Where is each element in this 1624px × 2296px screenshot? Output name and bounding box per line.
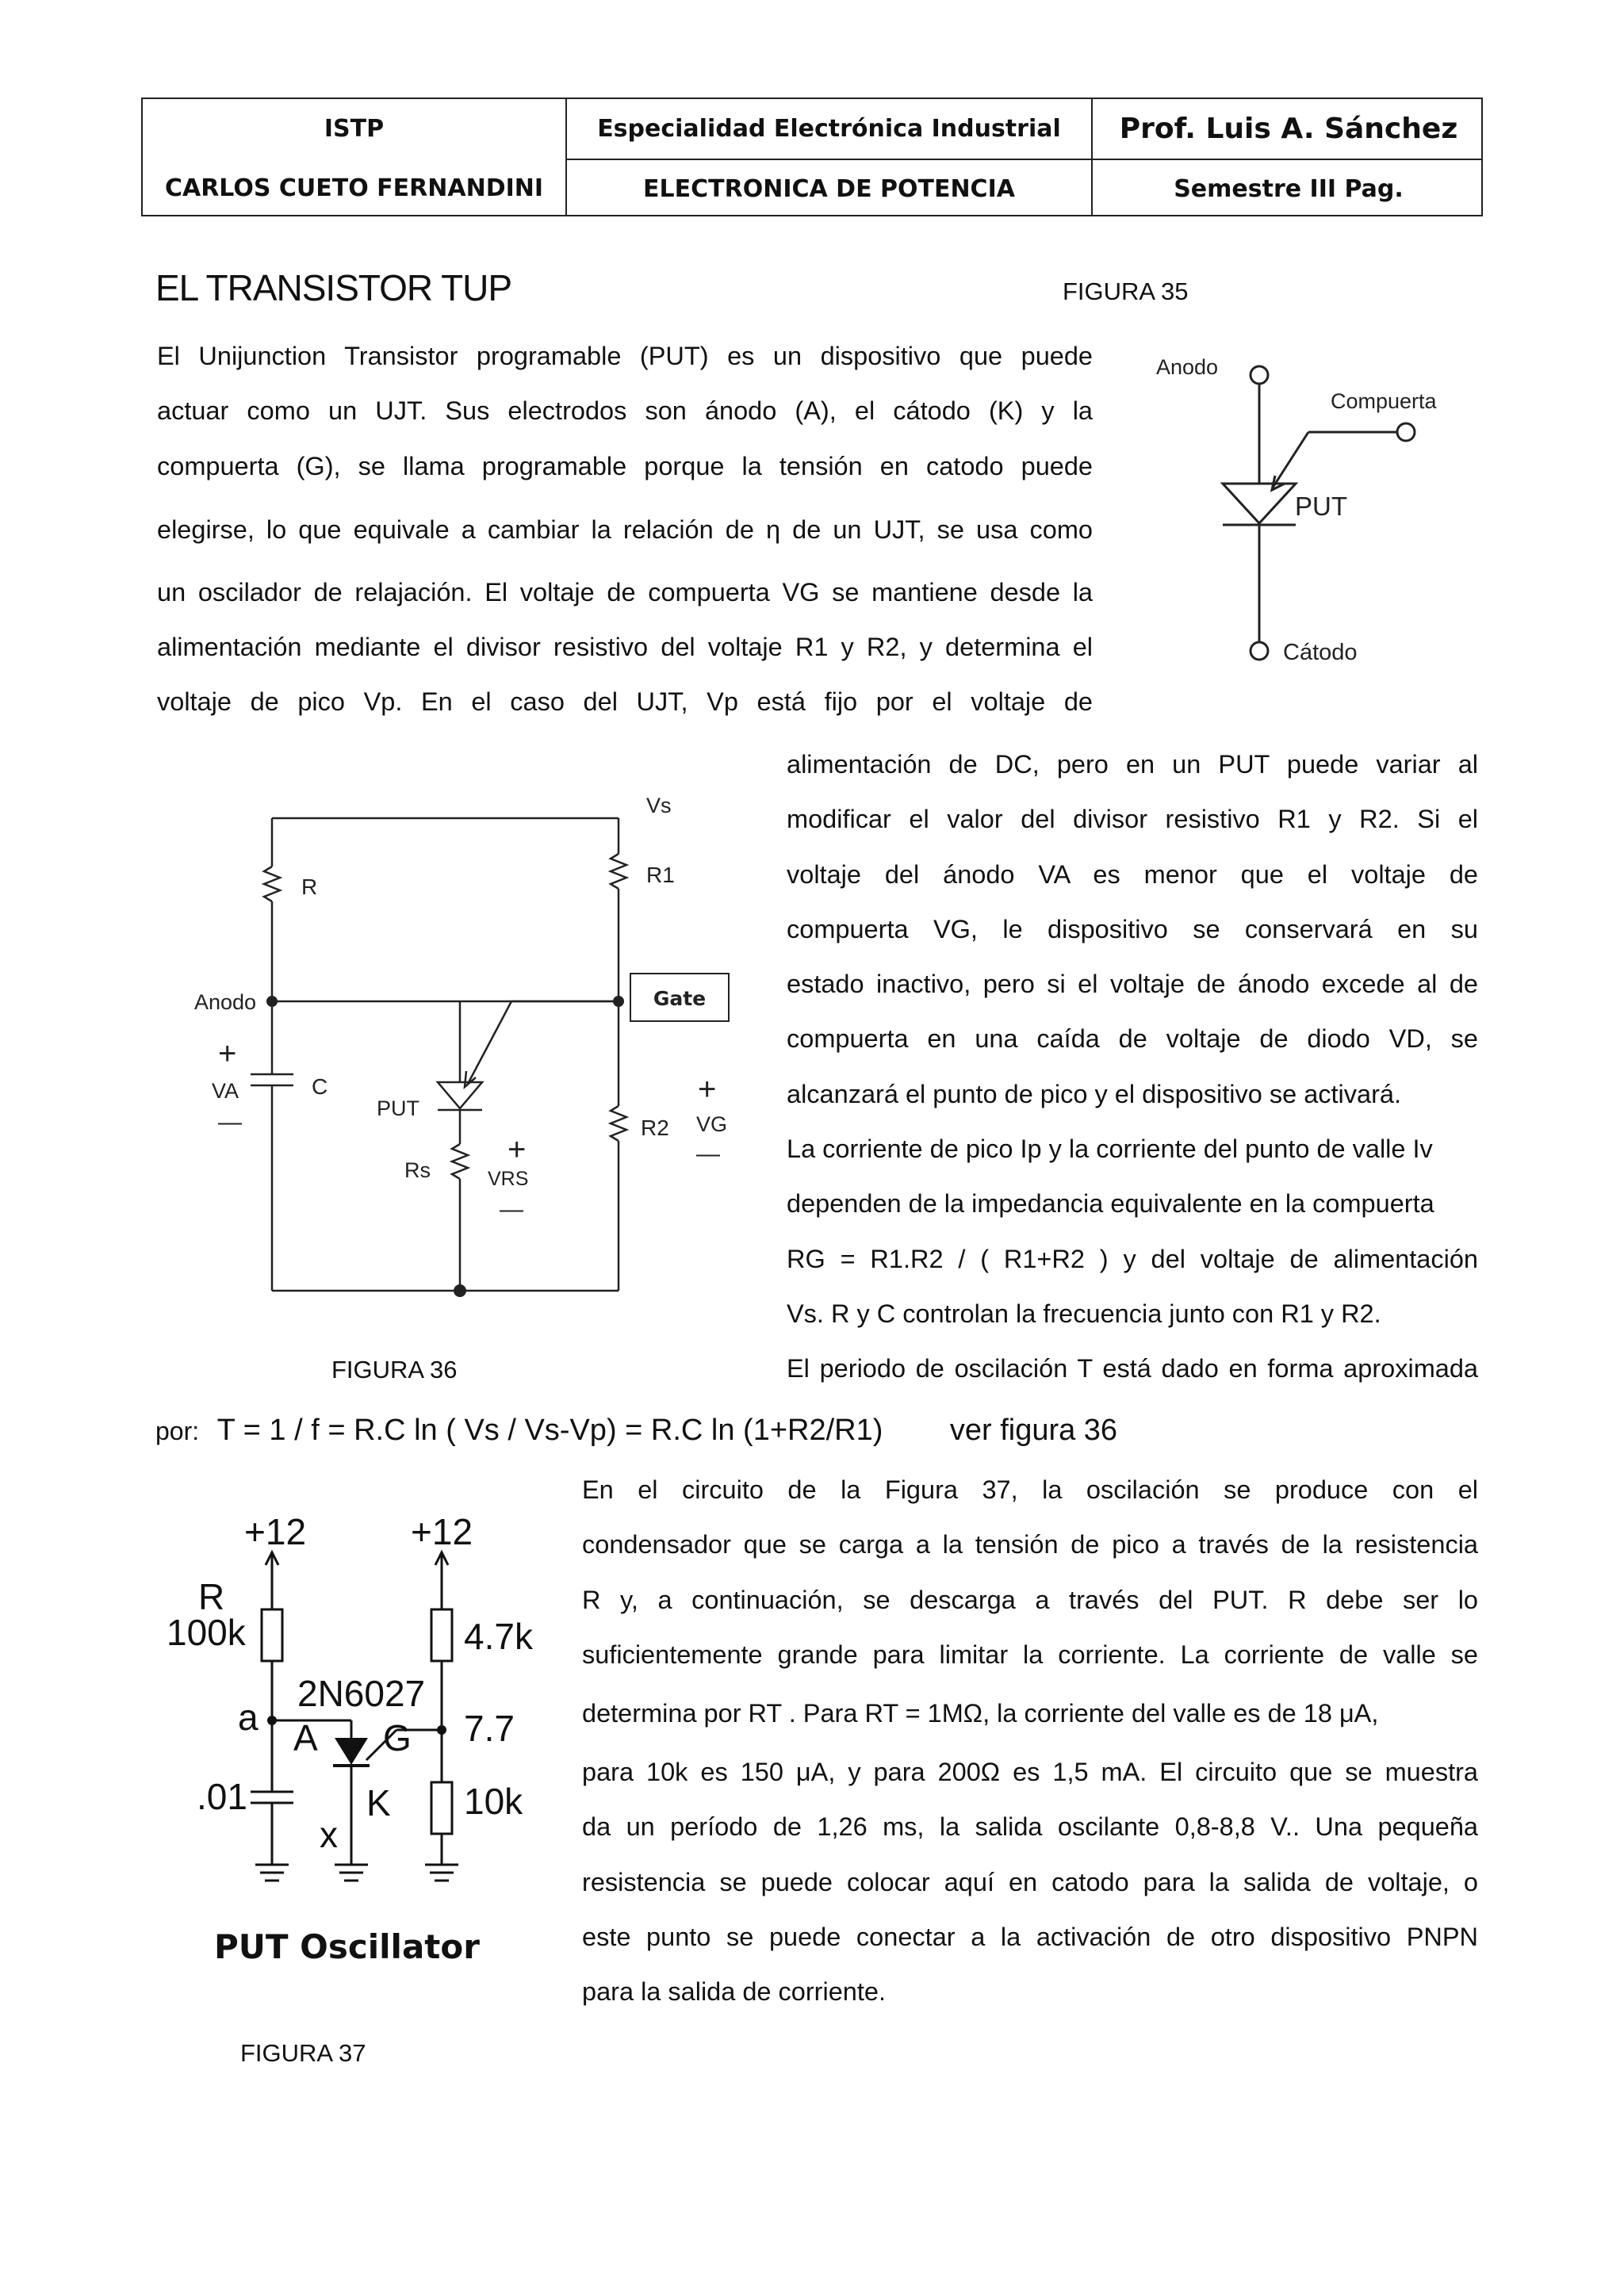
gate-node-dot — [613, 996, 624, 1007]
fig36-vg-label: VG — [696, 1112, 728, 1136]
fig36-r2-label: R2 — [641, 1115, 669, 1140]
fig37-r-top-value: 4.7k — [464, 1616, 533, 1657]
fig36-vrs-label: VRS — [488, 1168, 529, 1190]
header-table — [141, 98, 1483, 216]
ground-node-dot — [454, 1284, 466, 1297]
header-semester: Semestre III Pag. — [1174, 175, 1404, 203]
figura-37-label: FIGURA 37 — [240, 2039, 366, 2067]
fig37-r-name: R — [198, 1576, 225, 1617]
fig37-v1-label: +12 — [244, 1511, 307, 1552]
right-line: alimentación de DC, pero en un PUT puede variar al — [787, 750, 1478, 779]
fig37-v2-label: +12 — [411, 1511, 473, 1552]
fig36-vg-minus: — — [696, 1141, 720, 1167]
fig37-r-bottom-value: 10k — [464, 1781, 523, 1822]
fig37-r-value: 100k — [167, 1612, 246, 1653]
fig36-vrs-minus: — — [500, 1196, 523, 1223]
put-diode-symbol — [335, 1738, 368, 1765]
right-line: compuerta VG, le dispositivo se conservará en su — [787, 914, 1478, 943]
bottom-line: para 10k es 150 μA, y para 200Ω es 1,5 mA. El circuito que se muestra — [582, 1758, 1478, 1787]
right-line: La corriente de pico Ip y la corriente del punto de valle Iv — [787, 1135, 1433, 1164]
right-line: compuerta en una caída de voltaje de diodo VD, se — [787, 1024, 1478, 1054]
bottom-line: da un período de 1,26 ms, la salida oscilante 0,8-8,8 V.. Una pequeña — [582, 1812, 1478, 1842]
fig35-catodo-label: Cátodo — [1283, 640, 1358, 665]
right-line: dependen de la impedancia equivalente en la compuerta — [787, 1189, 1434, 1219]
fig35-put-label: PUT — [1295, 492, 1347, 521]
figura-36-label: FIGURA 36 — [331, 1356, 458, 1383]
figura-37-diagram — [159, 1498, 555, 1974]
formula-expression: T = 1 / f = R.C ln ( Vs / Vs-Vp) = R.C ln (1+R2/R1) — [216, 1414, 883, 1447]
bottom-line: suficientemente grande para limitar la corriente. La corriente de valle se — [582, 1640, 1478, 1669]
anode-terminal — [1251, 366, 1268, 384]
right-line: RG = R1.R2 / ( R1+R2 ) y del voltaje de alimentación — [787, 1244, 1478, 1273]
figura-35-diagram — [1142, 341, 1491, 682]
fig37-pin-k-label: K — [366, 1782, 391, 1823]
fig37-node-a-label: a — [238, 1697, 259, 1738]
fig36-r1-label: R1 — [646, 863, 675, 887]
fig37-cap-label: .01 — [197, 1776, 247, 1817]
fig36-va-minus: — — [218, 1109, 242, 1135]
right-line: El periodo de oscilación T está dado en forma aproximada — [787, 1354, 1478, 1383]
right-line: alcanzará el punto de pico y el dispositivo se activará. — [787, 1079, 1402, 1108]
cathode-terminal — [1251, 642, 1268, 660]
intro-paragraph — [157, 329, 1093, 730]
bottom-line: resistencia se puede colocar aquí en catodo para la salida de voltaje, o — [582, 1867, 1478, 1896]
gate-terminal — [1397, 423, 1415, 441]
intro-line: El Unijunction Transistor programable (PUT) es un dispositivo que puede — [157, 342, 1093, 370]
bottom-line: R y, a continuación, se descarga a través del PUT. R debe ser lo — [582, 1585, 1478, 1614]
intro-line: actuar como un UJT. Sus electrodos son ánodo (A), el cátodo (K) y la — [157, 396, 1093, 426]
figura-36-diagram — [182, 789, 769, 1320]
fig36-vg-plus: + — [698, 1072, 717, 1107]
formula-line — [155, 1414, 1117, 1448]
right-line: modificar el valor del divisor resistivo R1 y R2. Si el — [787, 805, 1478, 834]
figura-35-label: FIGURA 35 — [1063, 277, 1189, 305]
fig37-pin-a-label: A — [293, 1717, 318, 1758]
intro-line: alimentación mediante el divisor resistivo del voltaje R1 y R2, y determina el — [157, 633, 1093, 662]
fig36-gate-label: Gate — [653, 987, 707, 1010]
intro-line: un oscilador de relajación. El voltaje de compuerta VG se mantiene desde la — [157, 577, 1093, 607]
right-line: voltaje del ánodo VA es menor que el voltaje de — [787, 859, 1478, 889]
header-course: ELECTRONICA DE POTENCIA — [643, 175, 1015, 203]
fig36-va-plus: + — [218, 1036, 237, 1071]
fig36-r-label: R — [301, 874, 318, 899]
bottom-line: condensador que se carga a la tensión de pico a través de la resistencia — [582, 1530, 1478, 1559]
fig36-vs-label: Vs — [646, 794, 672, 817]
anode-node-dot — [266, 996, 278, 1007]
intro-line: compuerta (G), se llama programable porque la tensión en catodo puede — [157, 451, 1093, 480]
fig36-anodo-label: Anodo — [194, 990, 257, 1014]
fig36-va-label: VA — [212, 1079, 239, 1103]
intro-line: elegirse, lo que equivale a cambiar la relación de η de un UJT, se usa como — [157, 515, 1093, 544]
bottom-line: para la salida de corriente. — [582, 1977, 887, 2007]
fig35-compuerta-label: Compuerta — [1331, 389, 1437, 413]
formula-reference: ver figura 36 — [949, 1414, 1118, 1447]
right-line: Vs. R y C controlan la frecuencia junto con R1 y R2. — [787, 1299, 1381, 1328]
fig36-rs-label: Rs — [404, 1158, 431, 1182]
bottom-paragraph — [582, 1463, 1478, 2020]
fig37-gate-voltage: 7.7 — [464, 1708, 515, 1749]
fig36-c-label: C — [312, 1074, 328, 1099]
fig35-anodo-label: Anodo — [1156, 355, 1219, 379]
fig36-vrs-plus: + — [508, 1132, 527, 1167]
bottom-line: determina por RT . Para RT = 1MΩ, la corriente del valle es de 18 μA, — [582, 1699, 1379, 1728]
header-professor: Prof. Luis A. Sánchez — [1119, 113, 1458, 145]
bottom-line: este punto se puede conectar a la activación de otro dispositivo PNPN — [582, 1923, 1478, 1952]
bottom-line: En el circuito de la Figura 37, la oscilación se produce con el — [582, 1475, 1478, 1504]
right-line: estado inactivo, pero si el voltaje de ánodo excede al de — [787, 970, 1478, 999]
fig37-node-x-label: x — [320, 1814, 338, 1855]
intro-line: voltaje de pico Vp. En el caso del UJT, Vp está fijo por el voltaje de — [157, 687, 1093, 717]
fig37-caption: PUT Oscillator — [214, 1927, 480, 1966]
header-school: ISTP — [324, 115, 385, 143]
fig37-pin-g-label: G — [383, 1717, 412, 1758]
formula-prefix: por: — [155, 1417, 200, 1445]
header-school-name: CARLOS CUETO FERNANDINI — [164, 174, 544, 202]
page-title: EL TRANSISTOR TUP — [155, 267, 512, 308]
fig37-device-label: 2N6027 — [297, 1673, 426, 1714]
fig36-put-label: PUT — [377, 1096, 419, 1120]
right-paragraph — [787, 737, 1478, 1397]
header-specialty: Especialidad Electrónica Industrial — [597, 115, 1061, 143]
